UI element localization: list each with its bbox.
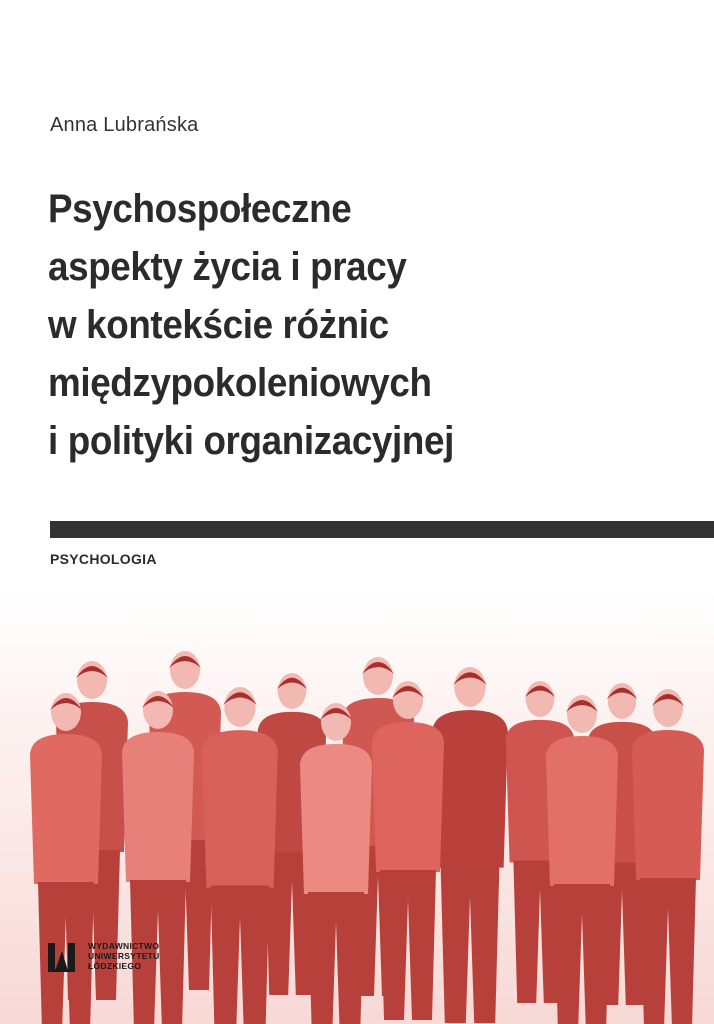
publisher-line: WYDAWNICTWO	[88, 941, 160, 951]
title-line: Psychospołeczne	[48, 187, 352, 231]
publisher-logo	[46, 936, 160, 976]
series-label: PSYCHOLOGIA	[50, 551, 157, 567]
person-silhouette	[300, 703, 372, 1024]
person-silhouette	[372, 681, 444, 1020]
publisher-name	[88, 941, 160, 971]
publisher-line: UNIWERSYTETU	[88, 951, 160, 961]
person-silhouette	[632, 689, 704, 1024]
divider-bar	[50, 521, 714, 538]
author-name: Anna Lubrańska	[50, 114, 199, 136]
title-line: w kontekście różnic	[48, 303, 389, 347]
person-silhouette	[432, 667, 508, 1023]
person-silhouette	[202, 687, 278, 1024]
title-line: aspekty życia i pracy	[48, 245, 407, 289]
book-title	[48, 180, 637, 470]
title-line: międzypokoleniowych	[48, 361, 432, 405]
publisher-line: ŁÓDZKIEGO	[88, 961, 142, 971]
publisher-logo-icon	[46, 939, 82, 973]
title-line: i polityki organizacyjnej	[48, 419, 454, 463]
person-silhouette	[546, 695, 618, 1024]
